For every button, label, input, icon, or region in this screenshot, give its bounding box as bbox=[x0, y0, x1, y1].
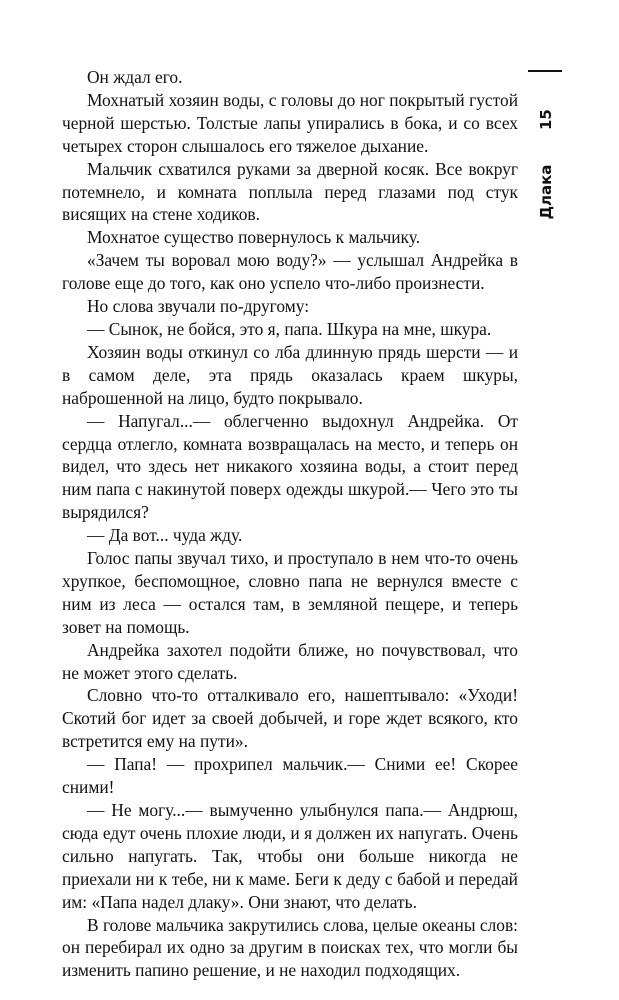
paragraph: Голос папы звучал тихо, и проступало в нем что-то очень хрупкое, беспомощное, словно папа не вернулся вместе с ним из леса — остался там, в земляной пещере, и теперь зовет на помощь. bbox=[62, 548, 518, 637]
paragraph: «Зачем ты воровал мою воду?» — услышал Андрейка в голове еще до того, как оно успело что-либо произнести. bbox=[62, 250, 518, 294]
paragraph: Хозяин воды откинул со лба длинную прядь шерсти — и в самом деле, эта прядь оказалась краем шкуры, наброшенной на лицо, будто покрывало. bbox=[62, 341, 518, 408]
paragraph: — Папа! — прохрипел мальчик.— Сними ее! Скорее сними! bbox=[62, 754, 518, 798]
paragraph: Мохнатый хозяин воды, с головы до ног покрытый густой черной шерстью. Толстые лапы упирались в бока, и со всех четырех сторон слышалось его тяжелое дыхание. bbox=[62, 89, 518, 156]
body-text bbox=[62, 66, 518, 982]
paragraph: — Сынок, не бойся, это я, папа. Шкура на мне, шкура. bbox=[87, 318, 492, 339]
paragraph: Андрейка захотел подойти ближе, но почувствовал, что не может этого сделать. bbox=[62, 639, 518, 683]
paragraph: — Не могу...— вымученно улыбнулся папа.— Андрюш, сюда едут очень плохие люди, и я должен их напугать. Очень сильно напугать. Так, чтобы они больше никогда не приехали ни к тебе, ни к маме. Беги к деду с бабой и передай им: «Папа надел длаку». Они знают, что делать. bbox=[62, 800, 518, 912]
paragraph: — Да вот... чуда жду. bbox=[87, 525, 243, 546]
paragraph: Словно что-то отталкивало его, нашептывало: «Уходи! Скотий бог идет за своей добычей, и горе ждет всякого, кто встретится ему на пути». bbox=[62, 685, 518, 752]
paragraph: — Напугал...— облегченно выдохнул Андрейка. От сердца отлегло, комната возвращалась на место, и теперь он видел, что здесь нет никакого хозяина воды, а стоит перед ним папа с накинутой поверх одежды шкурой.— Чего это ты вырядился? bbox=[62, 410, 518, 523]
page-number: 15 bbox=[537, 109, 555, 130]
running-head bbox=[528, 64, 562, 244]
paragraph: Мохнатое существо повернулось к мальчику. bbox=[87, 227, 421, 248]
paragraph: Мальчик схватился руками за дверной косяк. Все вокруг потемнело, и комната поплыла перед глазами под стук висящих на стене ходиков. bbox=[62, 158, 518, 225]
running-head-title: Длака bbox=[537, 164, 555, 220]
running-head-rule bbox=[528, 70, 562, 72]
paragraph: Он ждал его. bbox=[87, 67, 183, 87]
paragraph: Но слова звучали по-другому: bbox=[87, 296, 310, 317]
paragraph: В голове мальчика закрутились слова, целые океаны слов: он перебирал их одно за другим в поисках тех, что могли бы изменить папино решение, и не находил подходящих. bbox=[62, 914, 518, 981]
